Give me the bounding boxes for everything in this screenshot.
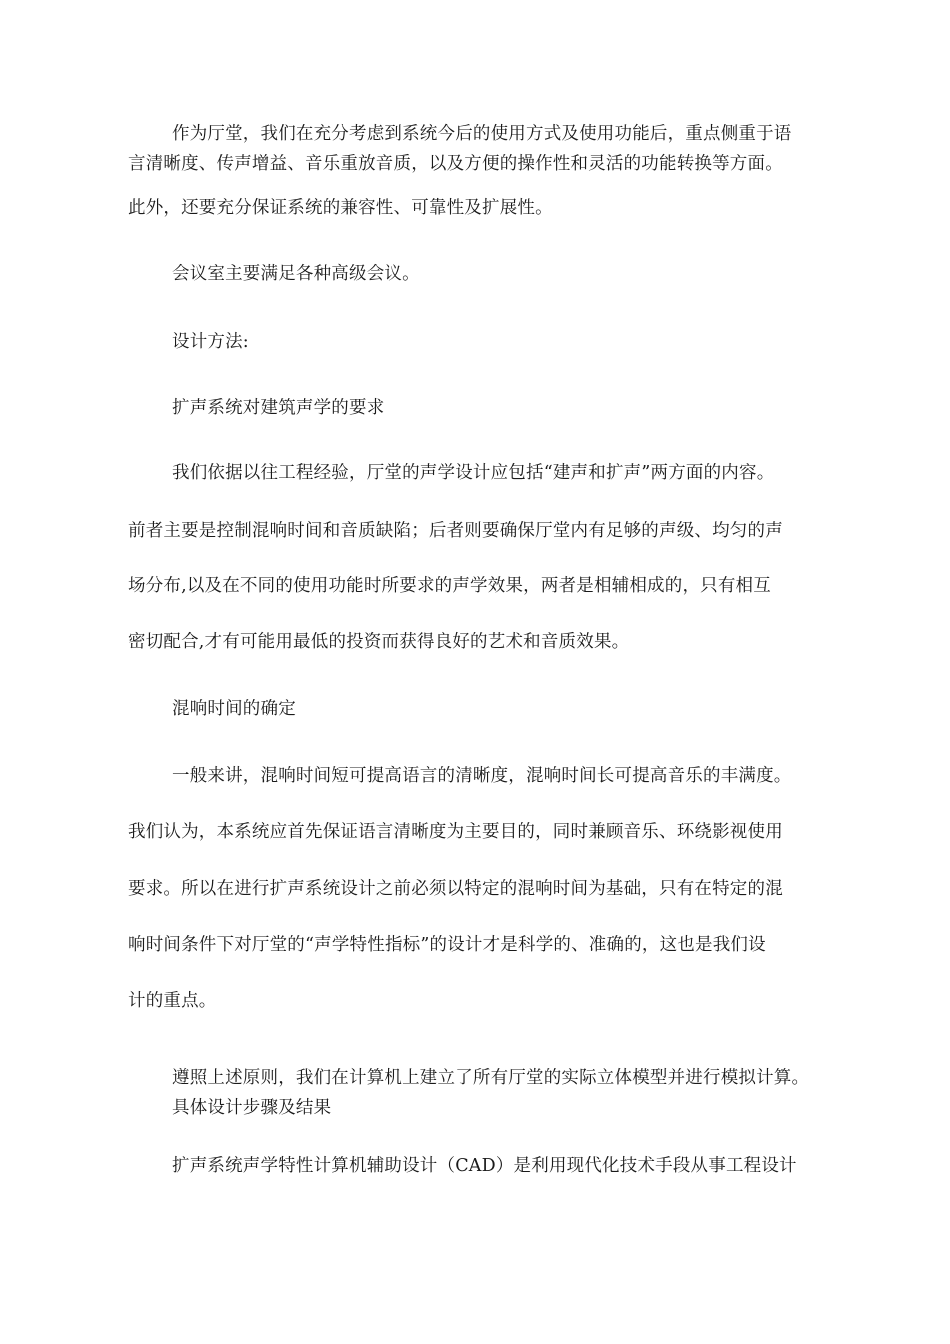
- paragraph-line: 我们依据以往工程经验，厅堂的声学设计应包括“建声和扩声”两方面的内容。: [172, 463, 775, 483]
- paragraph-line: 场分布,以及在不同的使用功能时所要求的声学效果，两者是相辅相成的，只有相互: [128, 576, 771, 596]
- paragraph-line: 前者主要是控制混响时间和音质缺陷；后者则要确保厅堂内有足够的声级、均匀的声: [128, 521, 783, 541]
- paragraph-line: 要求。所以在进行扩声系统设计之前必须以特定的混响时间为基础，只有在特定的混: [128, 879, 783, 899]
- paragraph-line: 会议室主要满足各种高级会议。: [172, 264, 420, 284]
- paragraph-line: 扩声系统声学特性计算机辅助设计（CAD）是利用现代化技术手段从事工程设计: [172, 1156, 797, 1176]
- section-heading: 具体设计步骤及结果: [172, 1098, 332, 1118]
- paragraph-line: 一般来讲，混响时间短可提高语言的清晰度，混响时间长可提高音乐的丰满度。: [172, 766, 792, 786]
- section-heading: 混响时间的确定: [172, 699, 296, 719]
- section-heading: 扩声系统对建筑声学的要求: [172, 398, 385, 418]
- section-heading: 设计方法:: [172, 332, 249, 352]
- paragraph-line: 计的重点。: [128, 991, 217, 1011]
- paragraph-line: 言清晰度、传声增益、音乐重放音质，以及方便的操作性和灵活的功能转换等方面。: [128, 154, 783, 174]
- paragraph-line: 响时间条件下对厅堂的“声学特性指标”的设计才是科学的、准确的，这也是我们设: [128, 935, 766, 955]
- paragraph-line: 此外，还要充分保证系统的兼容性、可靠性及扩展性。: [128, 198, 553, 218]
- paragraph-line: 我们认为，本系统应首先保证语言清晰度为主要目的，同时兼顾音乐、环绕影视使用: [128, 822, 783, 842]
- paragraph-line: 作为厅堂，我们在充分考虑到系统今后的使用方式及使用功能后，重点侧重于语: [172, 124, 792, 144]
- paragraph-line: 密切配合,才有可能用最低的投资而获得良好的艺术和音质效果。: [128, 632, 630, 652]
- paragraph-line: 遵照上述原则，我们在计算机上建立了所有厅堂的实际立体模型并进行模拟计算。: [172, 1068, 810, 1088]
